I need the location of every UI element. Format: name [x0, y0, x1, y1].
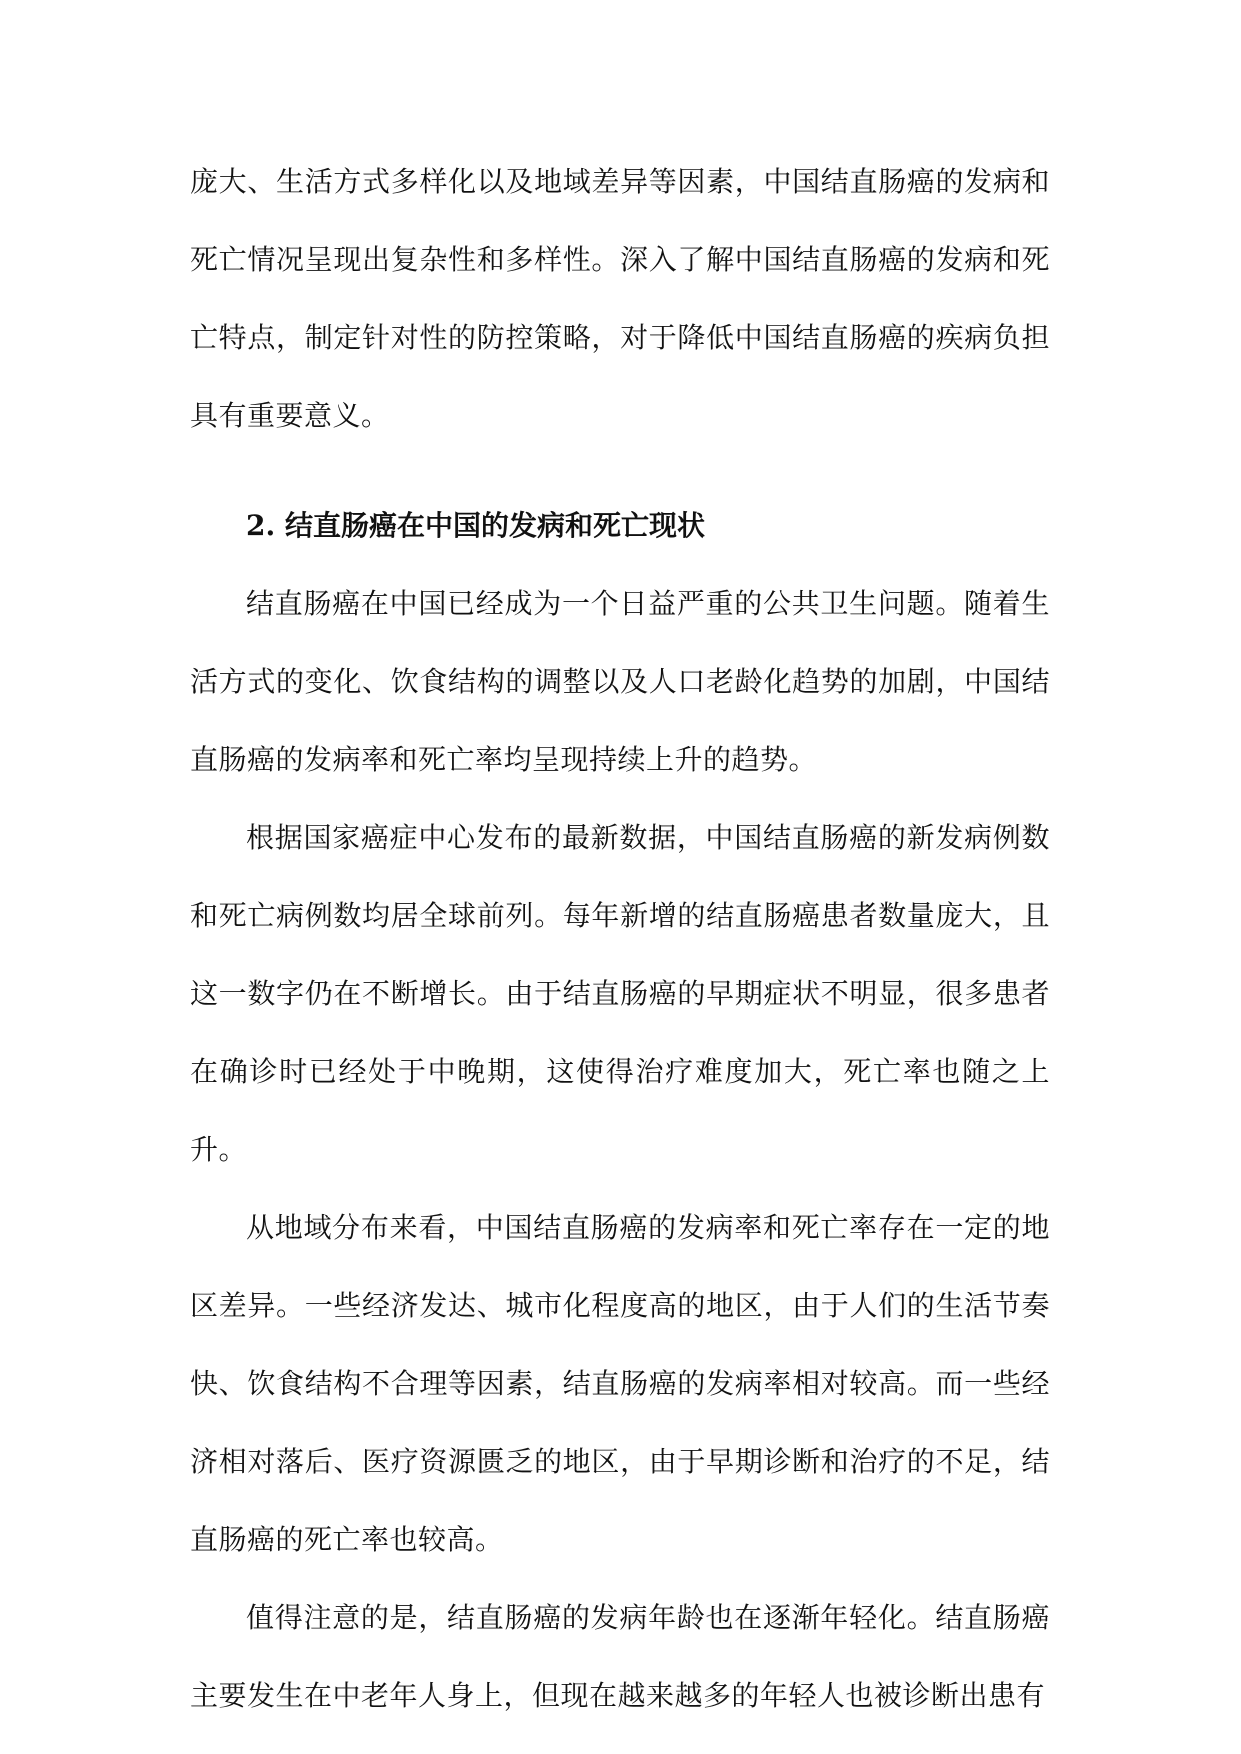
paragraph-national-data: 根据国家癌症中心发布的最新数据，中国结直肠癌的新发病例数和死亡病例数均居全球前列。每年新增的结直肠癌患者数量庞大，且这一数字仍在不断增长。由于结直肠癌的早期症状不明显，很多患者在确诊时已经处于中晚期，这使得治疗难度加大，死亡率也随之上升。: [190, 821, 1050, 1166]
page-content: [190, 143, 1050, 1735]
paragraph-continued: 庞大、生活方式多样化以及地域差异等因素，中国结直肠癌的发病和死亡情况呈现出复杂性和多样性。深入了解中国结直肠癌的发病和死亡特点，制定针对性的防控策略，对于降低中国结直肠癌的疾病负担具有重要意义。: [190, 165, 1050, 432]
paragraph-public-health: 结直肠癌在中国已经成为一个日益严重的公共卫生问题。随着生活方式的变化、饮食结构的调整以及人口老龄化趋势的加剧，中国结直肠癌的发病率和死亡率均呈现持续上升的趋势。: [190, 587, 1050, 776]
section-heading: 2. 结直肠癌在中国的发病和死亡现状: [246, 509, 705, 542]
paragraph-regional-distribution: 从地域分布来看，中国结直肠癌的发病率和死亡率存在一定的地区差异。一些经济发达、城市化程度高的地区，由于人们的生活节奏快、饮食结构不合理等因素，结直肠癌的发病率相对较高。而一些经济相对落后、医疗资源匮乏的地区，由于早期诊断和治疗的不足，结直肠癌的死亡率也较高。: [190, 1211, 1050, 1556]
paragraph-younger-onset: 值得注意的是，结直肠癌的发病年龄也在逐渐年轻化。结直肠癌主要发生在中老年人身上，但现在越来越多的年轻人也被诊断出患有: [190, 1601, 1050, 1712]
